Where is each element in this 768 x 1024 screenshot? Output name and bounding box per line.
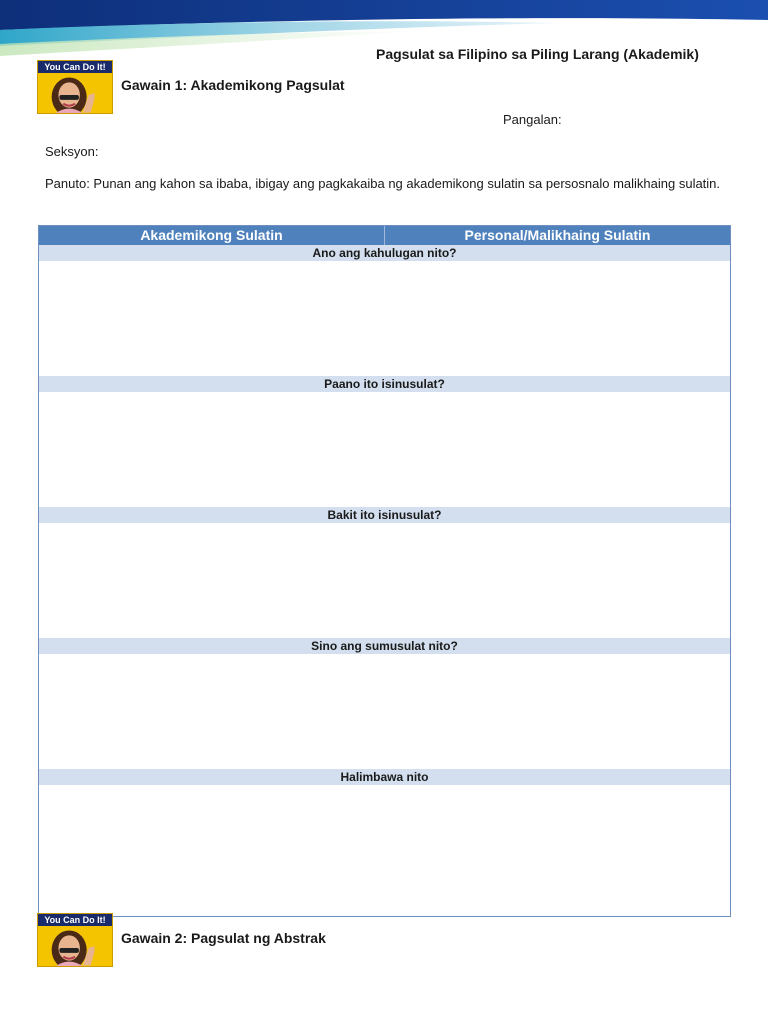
girl-flexing-icon bbox=[38, 73, 112, 114]
comparison-table bbox=[38, 225, 731, 917]
activity-1-title: Gawain 1: Akademikong Pagsulat bbox=[121, 77, 345, 93]
question-row-meaning: Ano ang kahulugan nito? bbox=[39, 245, 730, 261]
section-label: Seksyon: bbox=[45, 144, 99, 159]
instructions-text: Panuto: Punan ang kahon sa ibaba, ibigay ang pagkakaiba ng akademikong sulatin sa persosnalo malikhaing sulatin. bbox=[45, 176, 721, 191]
question-row-why: Bakit ito isinusulat? bbox=[39, 507, 730, 523]
you-can-do-it-badge-2 bbox=[37, 913, 113, 967]
badge-caption-2: You Can Do It! bbox=[38, 914, 112, 926]
column-header-academic: Akademikong Sulatin bbox=[140, 227, 283, 243]
document-title: Pagsulat sa Filipino sa Piling Larang (Akademik) bbox=[376, 46, 699, 62]
activity-2-title: Gawain 2: Pagsulat ng Abstrak bbox=[121, 930, 326, 946]
you-can-do-it-badge bbox=[37, 60, 113, 114]
column-header-personal: Personal/Malikhaing Sulatin bbox=[384, 226, 730, 245]
question-row-how: Paano ito isinusulat? bbox=[39, 376, 730, 392]
badge-caption: You Can Do It! bbox=[38, 61, 112, 73]
girl-flexing-icon-2 bbox=[38, 926, 112, 967]
question-row-who: Sino ang sumusulat nito? bbox=[39, 638, 730, 654]
name-label: Pangalan: bbox=[503, 112, 562, 127]
question-row-example: Halimbawa nito bbox=[39, 769, 730, 785]
table-header-row bbox=[39, 226, 730, 245]
